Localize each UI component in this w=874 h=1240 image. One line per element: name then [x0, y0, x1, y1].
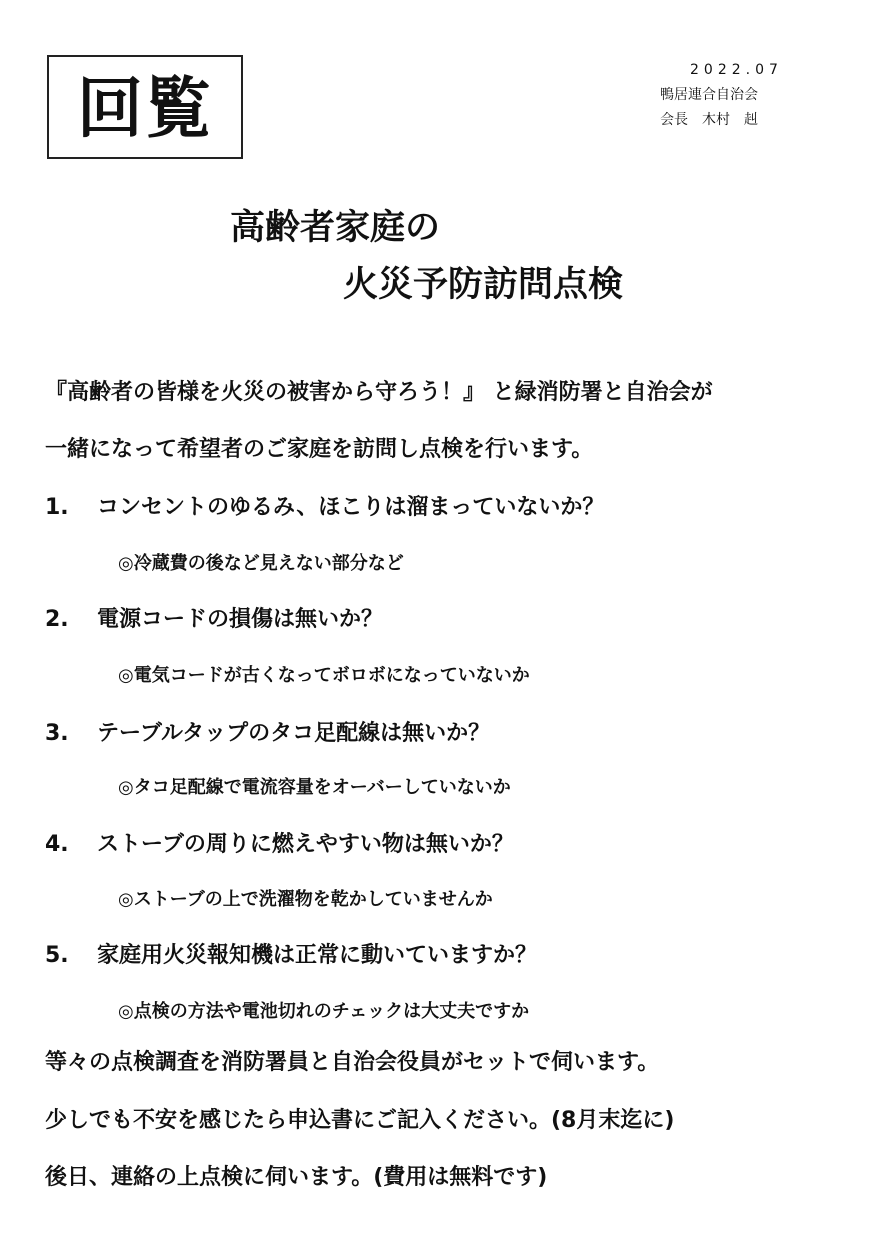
closing-line-3: 後日、連絡の上点検に伺います。(費用は無料です) [45, 1165, 548, 1190]
checklist-item-4 [45, 827, 514, 858]
title-line-1: 高齢者家庭の [230, 208, 441, 248]
issue-date: 2022.07 [690, 62, 783, 78]
issuer-chair: 会長 木村 赳 [660, 112, 758, 128]
checklist-item-note-2: ◎電気コードが古くなってボロボになっていないか [118, 665, 530, 686]
checklist-item-text: テーブルタップのタコ足配線は無いか？ [97, 721, 491, 746]
checklist-item-note-5: ◎点検の方法や電池切れのチェックは大丈夫ですか [118, 1001, 530, 1022]
intro-line-2: 一緒になって希望者のご家庭を訪問し点検を行います。 [45, 437, 594, 462]
circular-stamp-box [47, 55, 243, 159]
checklist-item-note-4: ◎ストーブの上で洗濯物を乾かしていませんか [118, 889, 493, 910]
checklist-item-1 [45, 490, 604, 521]
checklist-item-3 [45, 716, 490, 747]
checklist-item-text: 電源コードの損傷は無いか？ [97, 607, 384, 632]
closing-line-1: 等々の点検調査を消防署員と自治会役員がセットで伺います。 [45, 1050, 660, 1075]
checklist-item-text: 家庭用火災報知機は正常に動いていますか？ [97, 943, 538, 968]
checklist-item-number: 2. [45, 607, 69, 632]
intro-line-1: 『高齢者の皆様を火災の被害から守ろう！』 と緑消防署と自治会が [45, 380, 713, 405]
checklist-item-5 [45, 938, 537, 969]
checklist-item-number: 1. [45, 495, 69, 520]
circular-stamp-label: 回覧 [77, 70, 213, 147]
checklist-item-note-3: ◎タコ足配線で電流容量をオーバーしていないか [118, 777, 511, 798]
checklist-item-text: ストーブの周りに燃えやすい物は無いか？ [97, 832, 514, 857]
checklist-item-note-1: ◎冷蔵費の後など見えない部分など [118, 553, 404, 574]
closing-line-2: 少しでも不安を感じたら申込書にご記入ください。(8月末迄に) [45, 1108, 675, 1133]
checklist-item-text: コンセントのゆるみ、ほこりは溜まっていないか？ [97, 495, 605, 520]
title-line-2: 火災予防訪問点検 [343, 265, 624, 305]
checklist-item-number: 5. [45, 943, 69, 968]
checklist-item-number: 4. [45, 832, 69, 857]
checklist-item-2 [45, 602, 383, 633]
issuer-organization: 鴨居連合自治会 [660, 87, 758, 103]
issuer-block [660, 58, 840, 133]
checklist-item-number: 3. [45, 721, 69, 746]
